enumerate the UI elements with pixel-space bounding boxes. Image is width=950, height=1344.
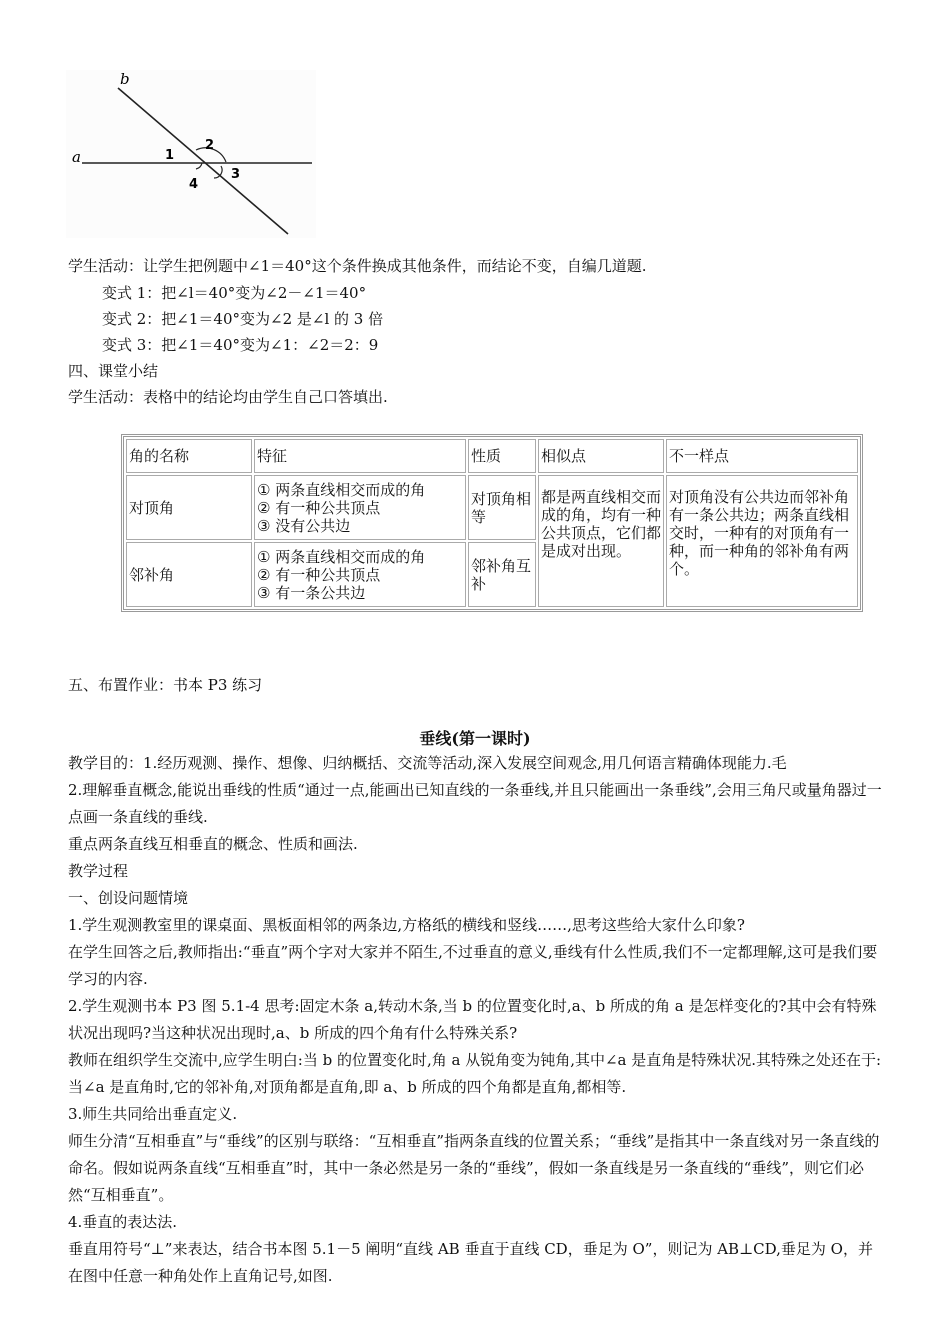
feature-item: ③ 有一条公共边 [257,583,366,602]
paragraph: 教学过程 [68,862,129,880]
cell-property-vertical: 对顶角相等 [468,475,536,540]
paragraph: 垂直用符号“⊥”来表达，结合书本图 5.1－5 阐明“直线 AB 垂直于直线 CD，垂足为 O”，则记为 AB⊥CD,垂足为 O，并在图中任意一种角处作上直角记号,如图. [68,1240,873,1285]
paragraph: 教师在组织学生交流中,应学生明白:当 b 的位置变化时,角 a 从锐角变为钝角,其中∠a 是直角是特殊状况.其特殊之处还在于:当∠a 是直角时,它的邻补角,对顶角都是直角,即 a、b 所成的四个角都是直角,都相等. [68,1051,882,1096]
paragraph: 4.垂直的表达法. [68,1213,178,1231]
variant-3-line: 变式 3：把∠1＝40°变为∠1：∠2＝2：9 [102,336,379,354]
paragraph: 教学目的：1.经历观测、操作、想像、归纳概括、交流等活动,深入发展空间观念,用几何语言精确体现能力.毛 [68,754,787,772]
intersecting-lines-figure [66,70,316,238]
cell-name-vertical: 对顶角 [126,475,252,540]
summary-activity-line: 学生活动：表格中的结论均由学生自己口答填出. [68,388,388,406]
paragraph: 在学生回答之后,教师指出:“垂直”两个字对大家并不陌生,不过垂直的意义,垂线有什么性质,我们不一定都理解,这可是我们要学习的内容. [68,943,878,988]
homework-line: 五、布置作业：书本 P3 练习 [68,676,263,694]
paragraph: 师生分清“互相垂直”与“垂线”的区别与联络：“互相垂直”指两条直线的位置关系；“垂线”是指其中一条直线对另一条直线的命名。假如说两条直线“互相垂直”时，其中一条必然是另一条的“垂线”，假如一条直线是另一条直线的“垂线”，则它们必然“互相垂直”。 [68,1132,880,1204]
label-b: b [120,70,130,88]
variant-2-line: 变式 2：把∠1＝40°变为∠2 是∠l 的 3 倍 [102,310,384,328]
header-property: 性质 [468,439,536,473]
label-angle-4: 4 [189,177,199,192]
label-a: a [72,148,81,166]
header-similar: 相似点 [538,439,664,473]
cell-different: 对顶角没有公共边而邻补角有一条公共边；两条直线相交时，一种有的对顶角有一种，而一种角的邻补角有两个。 [666,475,858,607]
paragraph: 2.学生观测书本 P3 图 5.1-4 思考:固定木条 a,转动木条,当 b 的位置变化时,a、b 所成的角 a 是怎样变化的?其中会有特殊状况出现吗?当这种状况出现时,a、b 所成的四个角有什么特殊关系? [68,997,877,1042]
header-different: 不一样点 [666,439,858,473]
cell-property-adjacent: 邻补角互补 [468,542,536,607]
paragraph: 一、创设问题情境 [68,889,189,907]
cell-features-vertical [254,475,466,540]
variant-1-line: 变式 1：把∠l＝40°变为∠2－∠1＝40° [102,284,367,302]
label-angle-1: 1 [165,148,175,163]
feature-item: ① 两条直线相交而成的角 [257,480,426,499]
feature-item: ② 有一种公共顶点 [257,565,381,584]
summary-heading: 四、课堂小结 [68,362,159,380]
paragraph: 3.师生共同给出垂直定义. [68,1105,238,1123]
student-activity-line: 学生活动：让学生把例题中∠1＝40°这个条件换成其他条件，而结论不变，自编几道题. [68,257,647,275]
paragraph: 1.学生观测教室里的课桌面、黑板面相邻的两条边,方格纸的横线和竖线……,思考这些给大家什么印象? [68,916,745,934]
feature-item: ① 两条直线相交而成的角 [257,547,426,566]
label-angle-3: 3 [231,167,241,182]
cell-features-adjacent [254,542,466,607]
label-angle-2: 2 [205,138,215,153]
table-row [126,475,858,540]
lesson-body [68,750,884,1290]
section-title: 垂线(第一课时) [419,729,531,748]
header-name: 角的名称 [126,439,252,473]
table-header-row [126,439,858,473]
feature-item: ③ 没有公共边 [257,516,351,535]
cell-name-adjacent: 邻补角 [126,542,252,607]
cell-similar: 都是两直线相交而成的角，均有一种公共顶点，它们都是成对出现。 [538,475,664,607]
feature-item: ② 有一种公共顶点 [257,498,381,517]
header-feature: 特征 [254,439,466,473]
paragraph: 2.理解垂直概念,能说出垂线的性质“通过一点,能画出已知直线的一条垂线,并且只能画出一条垂线”,会用三角尺或量角器过一点画一条直线的垂线. [68,781,882,826]
angle-comparison-table [121,434,863,612]
paragraph: 重点两条直线互相垂直的概念、性质和画法. [68,835,358,853]
